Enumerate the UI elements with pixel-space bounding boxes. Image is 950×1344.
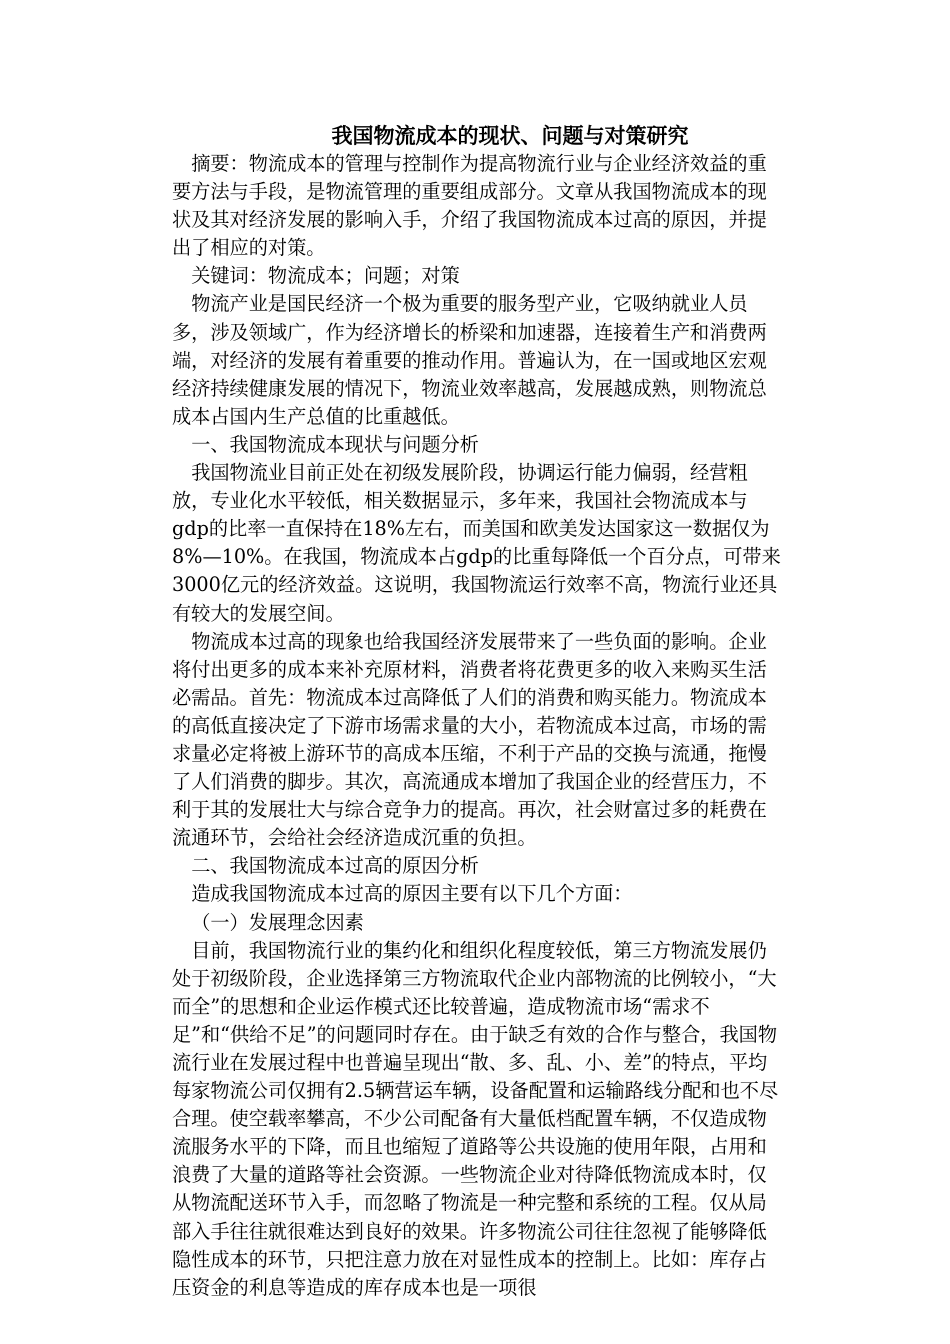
keywords-paragraph: 关键词：物流成本；问题；对策: [191, 264, 460, 288]
body-paragraph: 我国物流业目前正处在初级发展阶段，协调运行能力偏弱，经营粗放，专业化水平较低，相关数据显示，多年来，我国社会物流成本与gdp的比率一直保持在18%左右，而美国和欧美发达国家这一数据仅为8%—10%。在我国，物流成本占gdp的比重每降低一个百分点，可带来3000亿元的经济效益。这说明，我国物流运行效率不高，物流行业还具有较大的发展空间。: [172, 461, 781, 625]
document-body: [172, 150, 784, 1302]
abstract-paragraph: 摘要：物流成本的管理与控制作为提高物流行业与企业经济效益的重要方法与手段，是物流管理的重要组成部分。文章从我国物流成本的现状及其对经济发展的影响入手，介绍了我国物流成本过高的原因，并提出了相应的对策。: [172, 152, 767, 260]
section-heading-2: 二、我国物流成本过高的原因分析: [191, 854, 479, 878]
intro-paragraph: 物流产业是国民经济一个极为重要的服务型产业，它吸纳就业人员多，涉及领域广，作为经济增长的桥梁和加速器，连接着生产和消费两端，对经济的发展有着重要的推动作用。普遍认为，在一国或地区宏观经济持续健康发展的情况下，物流业效率越高，发展越成熟，则物流总成本占国内生产总值的比重越低。: [172, 292, 767, 428]
subsection-heading-1: （一）发展理念因素: [191, 910, 364, 934]
body-paragraph: 目前，我国物流行业的集约化和组织化程度较低，第三方物流发展仍处于初级阶段，企业选择第三方物流取代企业内部物流的比例较小，“大而全”的思想和企业运作模式还比较普遍，造成物流市场“需求不足”和“供给不足”的问题同时存在。由于缺乏有效的合作与整合，我国物流行业在发展过程中也普遍呈现出“散、多、乱、小、差”的特点，平均每家物流公司仅拥有2.5辆营运车辆，设备配置和运输路线分配和也不尽合理。使空载率攀高，不少公司配备有大量低档配置车辆，不仅造成物流服务水平的下降，而且也缩短了道路等公共设施的使用年限，占用和浪费了大量的道路等社会资源。一些物流企业对待降低物流成本时，仅从物流配送环节入手，而忽略了物流是一种完整和系统的工程。仅从局部入手往往就很难达到良好的效果。许多物流公司往往忽视了能够降低隐性成本的环节，只把注意力放在对显性成本的控制上。比如：库存占压资金的利息等造成的库存成本也是一项很: [172, 938, 779, 1299]
body-paragraph: 物流成本过高的现象也给我国经济发展带来了一些负面的影响。企业将付出更多的成本来补充原材料，消费者将花费更多的收入来购买生活必需品。首先：物流成本过高降低了人们的消费和购买能力。物流成本的高低直接决定了下游市场需求量的大小，若物流成本过高，市场的需求量必定将被上游环节的高成本压缩，不利于产品的交换与流通，拖慢了人们消费的脚步。其次，高流通成本增加了我国企业的经营压力，不利于其的发展壮大与综合竞争力的提高。再次，社会财富过多的耗费在流通环节，会给社会经济造成沉重的负担。: [172, 629, 767, 850]
document-title: 我国物流成本的现状、问题与对策研究: [331, 123, 689, 148]
body-paragraph: 造成我国物流成本过高的原因主要有以下几个方面：: [191, 882, 633, 906]
section-heading-1: 一、我国物流成本现状与问题分析: [191, 432, 479, 456]
